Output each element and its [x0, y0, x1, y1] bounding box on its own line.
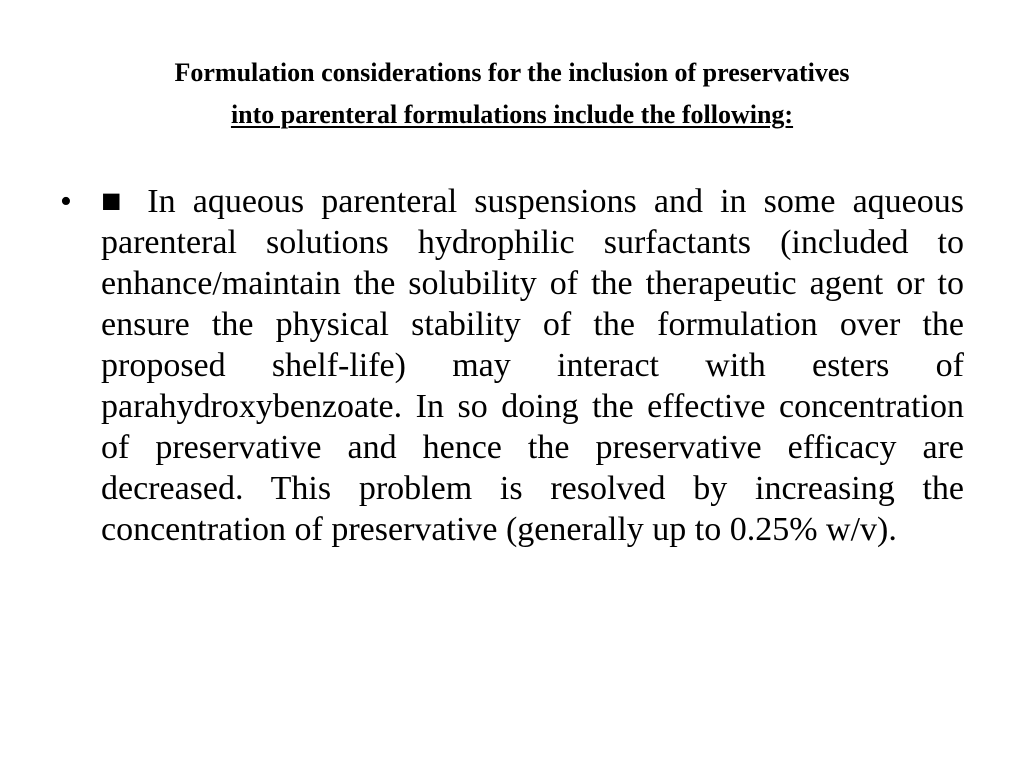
title-line-2	[40, 94, 984, 136]
title-line-1-text: Formulation considerations for the inclusion of preservatives	[174, 58, 850, 87]
bullet-marker: •	[60, 183, 72, 220]
bullet-item	[60, 181, 964, 550]
slide-title	[40, 52, 984, 136]
title-line-1	[40, 52, 984, 94]
title-line-2-text: into parenteral formulations include the following:	[230, 100, 794, 129]
bullet-list	[60, 181, 964, 550]
bullet-text: ■ In aqueous parenteral suspensions and in some aqueous parenteral solutions hydrophilic surfactants (included to enhance/maintain the solubility of the therapeutic agent or to ensure the physical stability of the formulation over the proposed shelf-life) may interact with esters of parahydroxybenzoate. In so doing the effective concentration of preservative and hence the preservative efficacy are decreased. This problem is resolved by increasing the concentration of preservative (generally up to 0.25% w/v).	[101, 183, 964, 548]
